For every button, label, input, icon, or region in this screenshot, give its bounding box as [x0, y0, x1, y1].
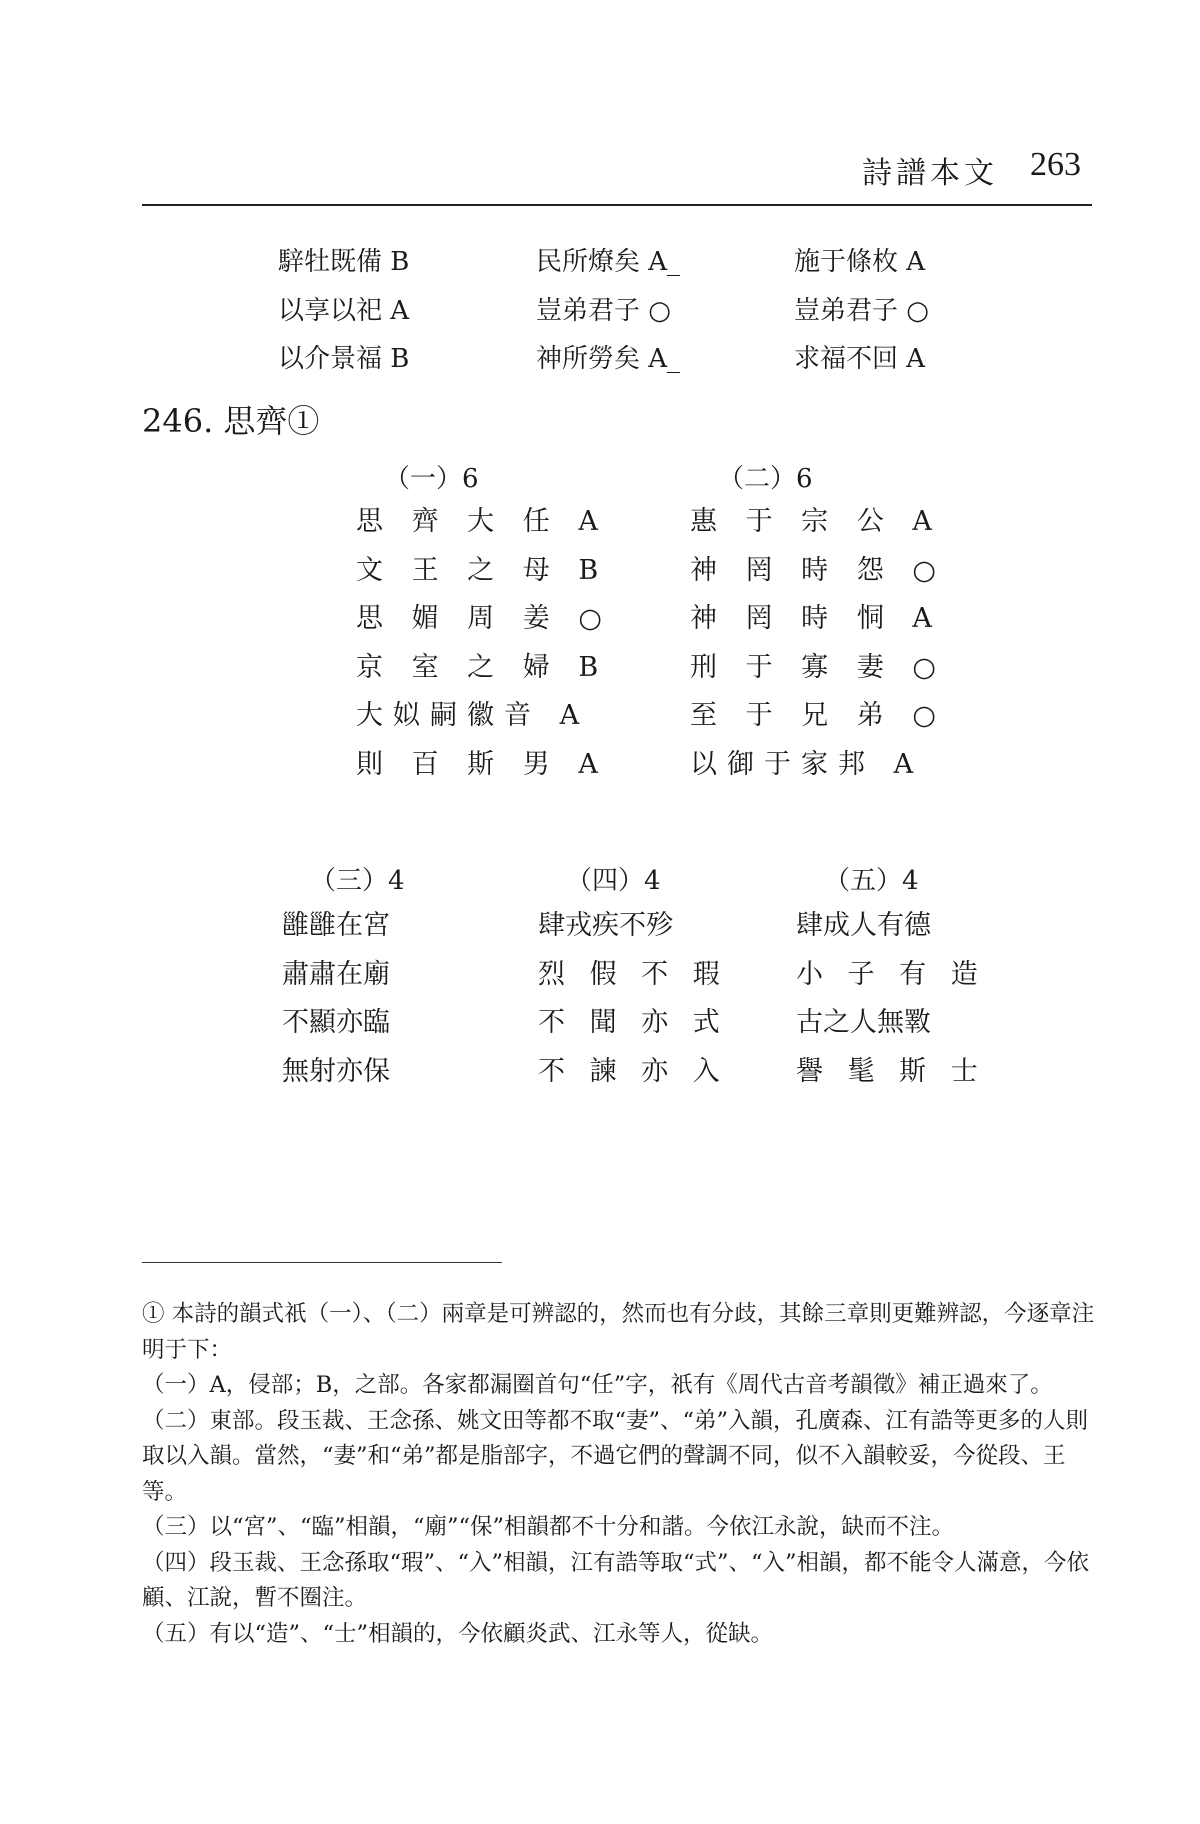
previous-poem-column-2 — [536, 238, 680, 384]
footnotes — [142, 1297, 1097, 1652]
verse-line: 求福不回 A — [794, 344, 926, 374]
chapter-heading-2: （二）6 — [718, 464, 813, 494]
chapter-heading-4: （四）4 — [566, 866, 661, 896]
verse-line: 則 百 斯 男 A — [356, 748, 608, 780]
previous-poem-column-3 — [794, 238, 929, 384]
chapter-heading-5: （五）4 — [824, 866, 919, 896]
verse-line: 以御于家邦 A — [690, 748, 924, 780]
verse-line: 烈 假 不 瑕 — [538, 958, 728, 990]
verse-line: 騂牡既備 B — [278, 247, 410, 277]
chapter-heading-1: （一）6 — [384, 464, 479, 494]
verse-line: 譽 髦 斯 士 — [796, 1055, 986, 1087]
previous-poem-column-1 — [278, 238, 409, 384]
verse-line: 雝雝在宮 — [282, 910, 390, 941]
verse-line: 施于條枚 A — [794, 247, 926, 277]
footnote-rule — [142, 1262, 502, 1263]
header-rule — [142, 204, 1092, 206]
verse-line: 惠 于 宗 公 A — [690, 506, 942, 537]
verse-line: 文 王 之 母 B — [356, 554, 609, 586]
verse-line: 肆戎疾不殄 — [538, 910, 673, 941]
footnote-paragraph: （五）有以“造”、“士”相韻的，今依顧炎武、江永等人，從缺。 — [142, 1620, 774, 1647]
verse-line: 小 子 有 造 — [796, 958, 986, 990]
verse-line: 肆成人有德 — [796, 910, 931, 941]
verse-line: 思 媚 周 姜 ○ — [356, 603, 612, 634]
verse-line: 神 罔 時 怨 ○ — [690, 554, 946, 586]
verse-line: 古之人無斁 — [796, 1007, 931, 1038]
verse-line: 無射亦保 — [282, 1055, 390, 1087]
chapter-5-lines — [796, 902, 986, 1096]
verse-line: 以介景福 B — [278, 344, 410, 374]
chapter-2-lines — [690, 498, 946, 789]
verse-line: 豈弟君子 ○ — [536, 295, 671, 326]
chapter-3-lines — [282, 902, 390, 1096]
verse-line: 肅肅在廟 — [282, 958, 390, 990]
verse-line: 京 室 之 婦 B — [356, 651, 609, 683]
verse-line: 刑 于 寡 妻 ○ — [690, 651, 946, 683]
section-title: 246. 思齊① — [142, 402, 320, 440]
running-header-title: 詩譜本文 — [862, 156, 998, 191]
verse-line: 豈弟君子 ○ — [794, 295, 929, 326]
verse-line: 不 諫 亦 入 — [538, 1055, 728, 1087]
chapter-heading-3: （三）4 — [310, 866, 405, 896]
verse-line: 不顯亦臨 — [282, 1007, 390, 1038]
verse-line: 思 齊 大 任 A — [356, 506, 608, 537]
verse-line: 民所燎矣 A_ — [536, 247, 681, 277]
verse-line: 至 于 兄 弟 ○ — [690, 700, 946, 731]
verse-line: 神 罔 時 恫 A — [690, 603, 942, 634]
footnote-paragraph: （四）段玉裁、王念孫取“瑕”、“入”相韻，江有誥等取“式”、“入”相韻，都不能令人滿意，今依顧、江說，暫不圈注。 — [142, 1549, 1090, 1611]
verse-line: 神所勞矣 A_ — [536, 344, 681, 374]
chapter-1-lines — [356, 498, 612, 789]
footnote-paragraph: （三）以“宮”、“臨”相韻，“廟”“保”相韻都不十分和諧。今依江永說，缺而不注。 — [142, 1514, 955, 1540]
footnote-paragraph: （一）A，侵部；B，之部。各家都漏圈首句“任”字，祇有《周代古音考韻徵》補正過來了。 — [142, 1372, 1053, 1398]
page-number: 263 — [1030, 146, 1081, 183]
chapter-4-lines — [538, 902, 728, 1096]
verse-line: 以享以祀 A — [278, 295, 410, 326]
footnote-paragraph: ① 本詩的韻式祇（一）、（二）兩章是可辨認的，然而也有分歧，其餘三章則更難辨認，今逐章注明于下： — [142, 1301, 1095, 1363]
verse-line: 不 聞 亦 式 — [538, 1007, 728, 1038]
verse-line: 大姒嗣徽音 A — [356, 700, 590, 731]
footnote-paragraph: （二）東部。段玉裁、王念孫、姚文田等都不取“妻”、“弟”入韻，孔廣森、江有誥等更多的人則取以入韻。當然，“妻”和“弟”都是脂部字，不過它們的聲調不同，似不入韻較妥，今從段、王等。 — [142, 1407, 1089, 1505]
